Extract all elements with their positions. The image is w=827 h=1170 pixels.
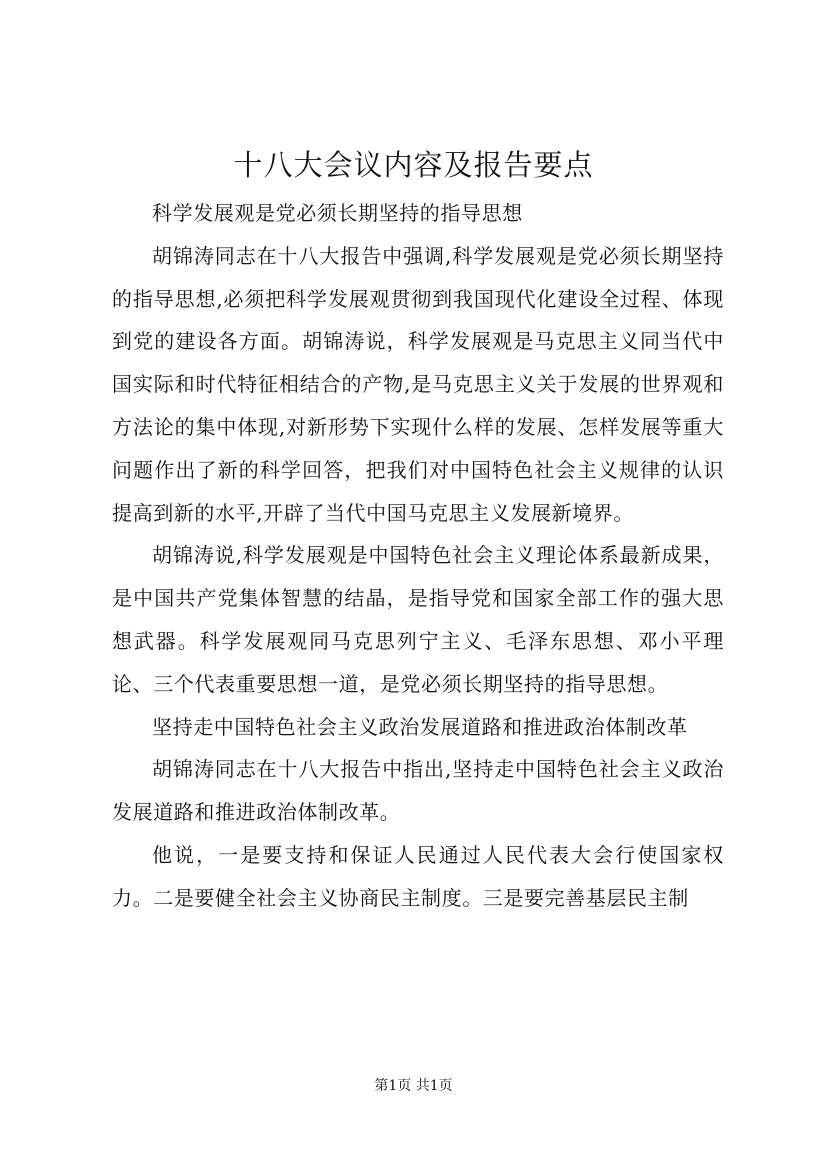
paragraph: 他说，一是要支持和保证人民通过人民代表大会行使国家权力。二是要健全社会主义协商民主制度。三是要完善基层民主制 xyxy=(112,842,724,910)
document-body xyxy=(112,192,724,920)
paragraph: 胡锦涛同志在十八大报告中强调,科学发展观是党必须长期坚持的指导思想,必须把科学发展观贯彻到我国现代化建设全过程、体现到党的建设各方面。胡锦涛说，科学发展观是马克思主义同当代中国实际和时代特征相结合的产物,是马克思主义关于发展的世界观和方法论的集中体现,对新形势下实现什么样的发展、怎样发展等重大问题作出了新的科学回答，把我们对中国特色社会主义规律的认识提高到新的水平,开辟了当代中国马克思主义发展新境界。 xyxy=(112,243,724,525)
paragraph: 胡锦涛同志在十八大报告中指出,坚持走中国特色社会主义政治发展道路和推进政治体制改革。 xyxy=(112,757,724,825)
section-heading-political-development: 坚持走中国特色社会主义政治发展道路和推进政治体制改革 xyxy=(152,714,688,739)
document-title: 十八大会议内容及报告要点 xyxy=(233,148,594,182)
page-number-footer: 第1页 共1页 xyxy=(374,1078,453,1094)
paragraph: 胡锦涛说,科学发展观是中国特色社会主义理论体系最新成果，是中国共产党集体智慧的结晶，是指导党和国家全部工作的强大思想武器。科学发展观同马克思列宁主义、毛泽东思想、邓小平理论、三个代表重要思想一道，是党必须长期坚持的指导思想。 xyxy=(112,543,724,696)
section-heading-scientific-outlook: 科学发展观是党必须长期坚持的指导思想 xyxy=(152,201,523,225)
